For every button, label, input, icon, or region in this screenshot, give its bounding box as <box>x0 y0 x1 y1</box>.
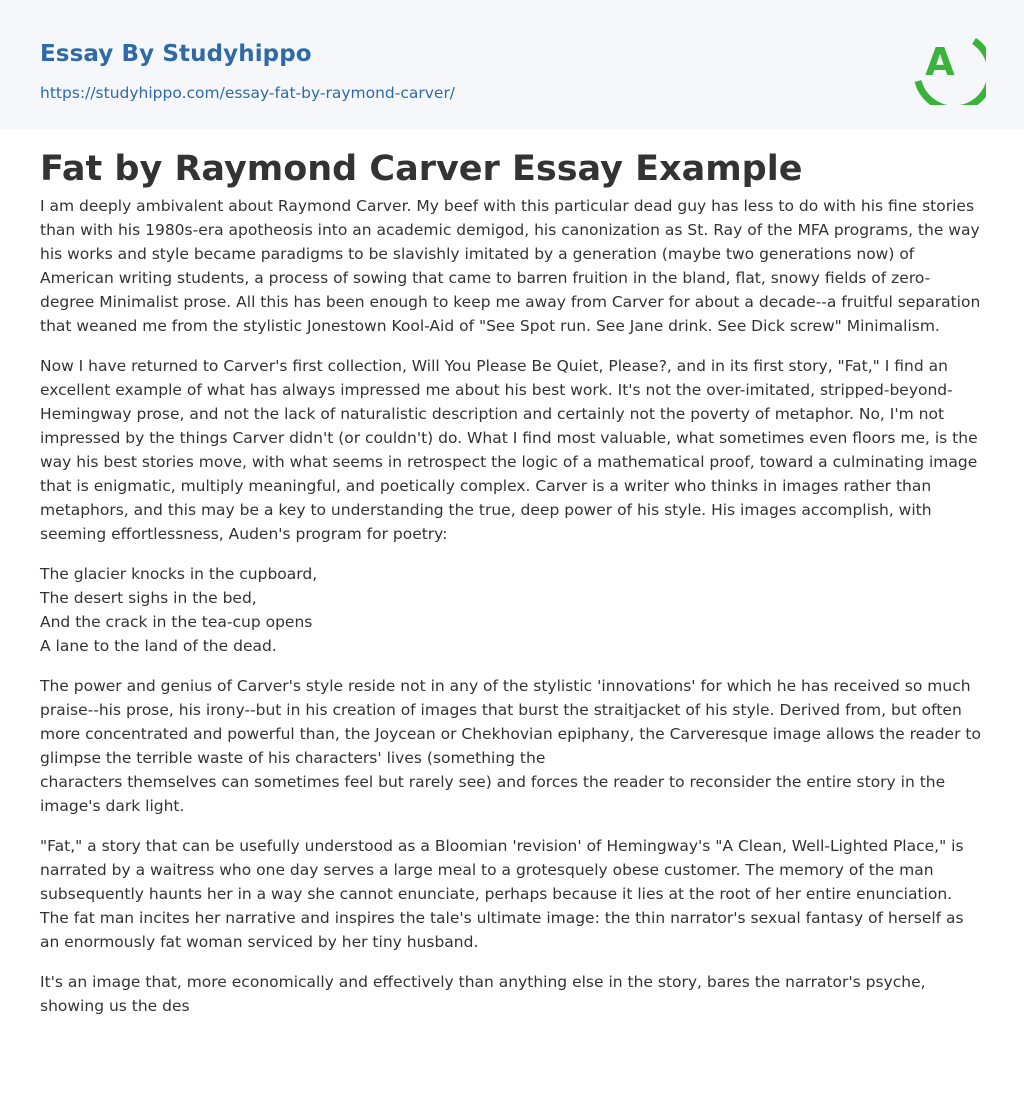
site-header <box>0 0 1024 129</box>
site-brand[interactable]: Essay By Studyhippo <box>40 41 312 67</box>
paragraph-4: "Fat," a story that can be usefully understood as a Bloomian 'revision' of Hemingway's "A Clean, Well-Lighted Place," is narrated by a waitress who one day serves a large meal to a grotesquely obese customer. The memory of the man subsequently haunts her in a way she cannot enunciate, perhaps because it lies at the root of her entire enunciation. The fat man incites her narrative and inspires the tale's ultimate image: the thin narrator's sexual fantasy of herself as an enormously fat woman serviced by her tiny husband. <box>40 837 964 951</box>
poem-line: The desert sighs in the bed, <box>40 589 257 607</box>
poem-line: And the crack in the tea-cup opens <box>40 613 313 631</box>
paragraph-2: Now I have returned to Carver's first collection, Will You Please Be Quiet, Please?, and in its first story, "Fat," I find an excellent example of what has always impressed me about his best work. It's not the over-imitated, stripped-beyond-Hemingway prose, and not the lack of naturalistic description and certainly not the poverty of metaphor. No, I'm not impressed by the things Carver didn't (or couldn't) do. What I find most valuable, what sometimes even floors me, is the way his best stories move, with what seems in retrospect the logic of a mathematical proof, toward a culminating image that is enigmatic, multiply meaningful, and poetically complex. Carver is a writer who thinks in images rather than metaphors, and this may be a key to understanding the true, deep power of his style. His images accomplish, with seeming effortlessness, Auden's program for poetry: <box>40 357 978 543</box>
paragraph-3 <box>40 674 984 818</box>
poem-quote <box>40 562 984 658</box>
paragraph-5: It's an image that, more economically and effectively than anything else in the story, bares the narrator's psyche, showing us the des <box>40 973 926 1015</box>
paragraph-3-part-1: The power and genius of Carver's style reside not in any of the stylistic 'innovations' for which he has received so much praise--his prose, his irony--but in his creation of images that burst the straitjacket of his style. Derived from, but often more concentrated and powerful than, the Joycean or Chekhovian epiphany, the Carveresque image allows the reader to glimpse the terrible waste of his characters' lives (something the <box>40 677 981 767</box>
page-url-link[interactable]: https://studyhippo.com/essay-fat-by-raymond-carver/ <box>40 84 456 102</box>
poem-line: The glacier knocks in the cupboard, <box>40 565 318 583</box>
logo-letter: A <box>925 40 955 84</box>
paragraph-3-part-2: characters themselves can sometimes feel but rarely see) and forces the reader to reconsider the entire story in the image's dark light. <box>40 773 946 815</box>
paragraph-1: I am deeply ambivalent about Raymond Carver. My beef with this particular dead guy has less to do with his fine stories than with his 1980s-era apotheosis into an academic demigod, his canonization as St. Ray of the MFA programs, the way his works and style became paradigms to be slavishly imitated by a generation (maybe two generations now) of American writing students, a process of sowing that came to barren fruition in the bland, flat, snowy fields of zero-degree Minimalist prose. All this has been enough to keep me away from Carver for about a decade--a fruitful separation that weaned me from the stylistic Jonestown Kool-Aid of "See Spot run. See Jane drink. See Dick screw" Minimalism. <box>40 197 981 335</box>
page-title: Fat by Raymond Carver Essay Example <box>40 149 803 189</box>
article <box>0 129 1024 1018</box>
poem-line: A lane to the land of the dead. <box>40 637 277 655</box>
studyhippo-logo-icon[interactable] <box>912 19 986 105</box>
